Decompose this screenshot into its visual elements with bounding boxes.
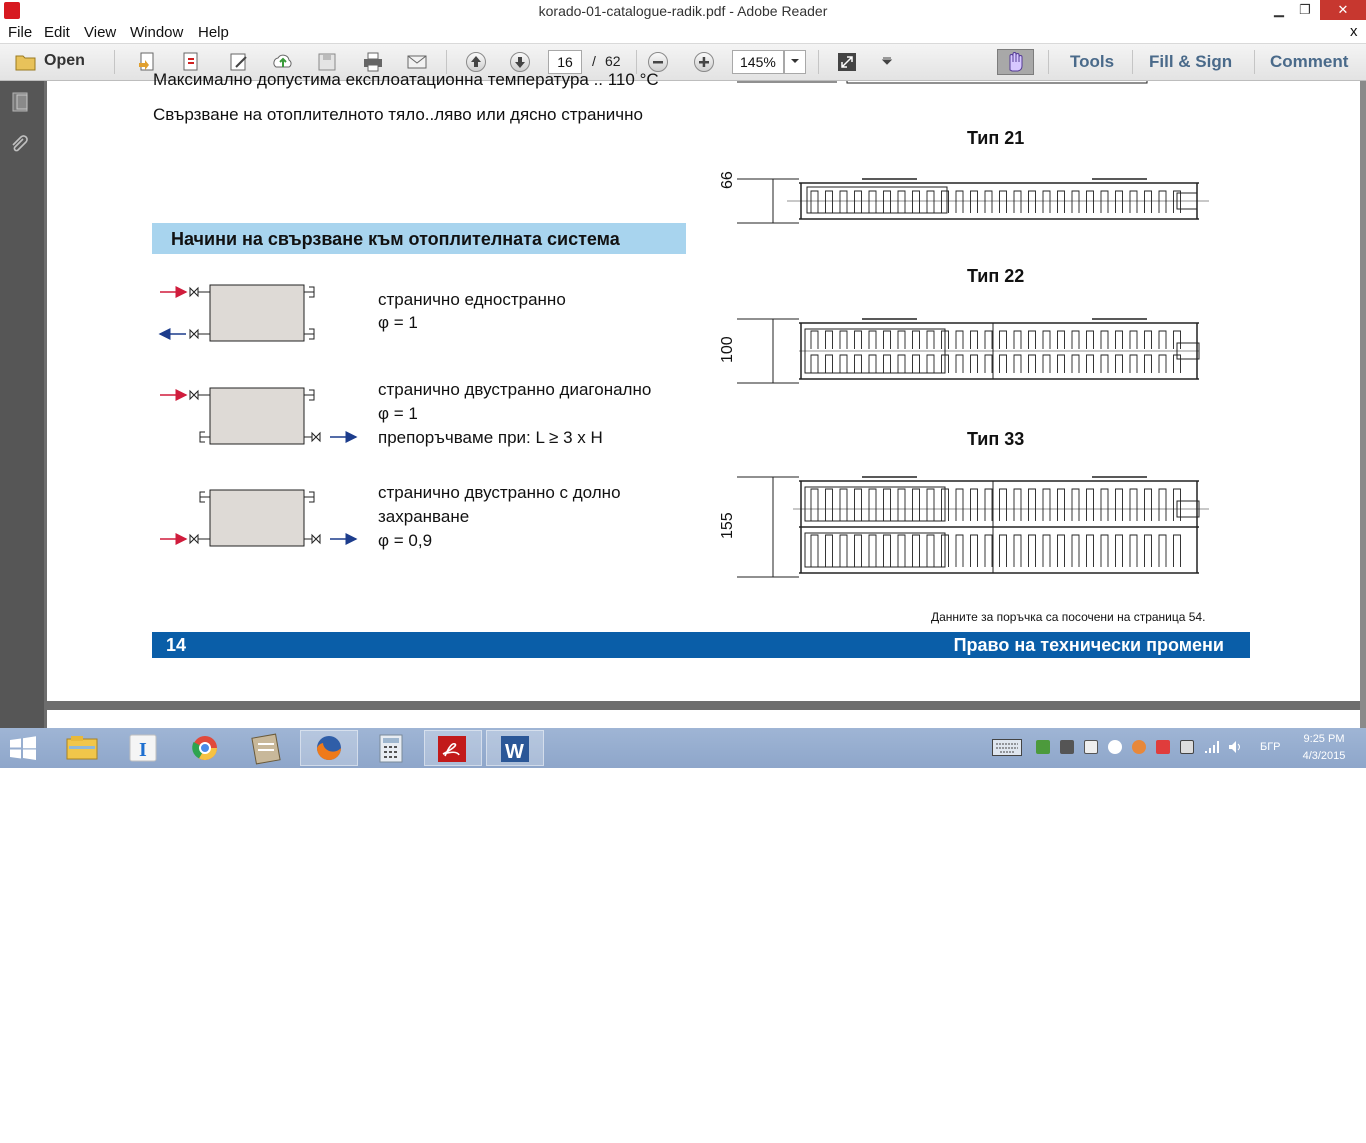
radiator-fin bbox=[1145, 355, 1152, 373]
vertical-scrollbar[interactable] bbox=[1360, 81, 1366, 728]
radiator-fin bbox=[840, 489, 847, 521]
radiator-fin bbox=[855, 331, 862, 349]
radiator-fin bbox=[1101, 489, 1108, 521]
radiator-fin bbox=[869, 355, 876, 373]
navigation-pane bbox=[0, 81, 44, 728]
radiator-fin bbox=[1058, 489, 1065, 521]
radiator-fin bbox=[1101, 355, 1108, 373]
taskbar-adobe-reader[interactable] bbox=[424, 730, 482, 766]
method-2-line2: φ = 1 bbox=[378, 404, 418, 423]
radiator-fin bbox=[1043, 535, 1050, 567]
type-21-depth: 66 bbox=[719, 171, 736, 189]
radiator-fin bbox=[855, 191, 862, 213]
previous-page-icon[interactable] bbox=[466, 52, 486, 72]
type-33-label: Тип 33 bbox=[967, 429, 1025, 449]
taskbar-file-explorer[interactable] bbox=[52, 730, 110, 766]
document-close-button[interactable]: x bbox=[1350, 23, 1358, 40]
order-note: Данните за поръчка са посочени на страница 54. bbox=[931, 610, 1206, 624]
radiator-fin bbox=[826, 191, 833, 213]
radiator-fin bbox=[869, 191, 876, 213]
restore-button[interactable]: ❐ bbox=[1299, 2, 1311, 17]
radiator-fin bbox=[1072, 489, 1079, 521]
tools-panel-button[interactable]: Tools bbox=[1070, 52, 1115, 71]
zoom-out-icon[interactable] bbox=[648, 52, 668, 72]
taskbar-calculator[interactable] bbox=[362, 730, 420, 766]
radiator-fin bbox=[956, 331, 963, 349]
radiator-fin bbox=[1058, 355, 1065, 373]
radiator-fin bbox=[1159, 535, 1166, 567]
radiator-fin bbox=[840, 535, 847, 567]
radiator-fin bbox=[1043, 191, 1050, 213]
radiator-fin bbox=[1159, 331, 1166, 349]
type-22-drawing bbox=[737, 311, 1217, 391]
radiator-fin bbox=[927, 191, 934, 213]
radiator-fin bbox=[985, 331, 992, 349]
hand-icon bbox=[998, 50, 1033, 74]
radiator-fin bbox=[840, 331, 847, 349]
menu-view[interactable]: View bbox=[84, 24, 117, 41]
volume-icon[interactable] bbox=[1228, 740, 1244, 754]
radiator-fin bbox=[985, 489, 992, 521]
svg-text:W: W bbox=[505, 741, 524, 763]
page-thumbnails-icon[interactable] bbox=[8, 91, 32, 115]
type-22-label: Тип 22 bbox=[967, 266, 1025, 286]
pdf-page bbox=[47, 70, 1360, 701]
radiator-fin bbox=[1014, 331, 1021, 349]
radiator-fin bbox=[1000, 489, 1007, 521]
radiator-fin bbox=[840, 355, 847, 373]
radiator-fin bbox=[811, 331, 818, 349]
radiator-fin bbox=[913, 489, 920, 521]
radiator-fin bbox=[971, 535, 978, 567]
section-title: Начини на свързване към отоплителната система bbox=[171, 229, 620, 249]
page-separator: / bbox=[592, 53, 596, 69]
comment-panel-button[interactable]: Comment bbox=[1270, 52, 1349, 71]
type-22-depth: 100 bbox=[719, 336, 736, 363]
radiator-fin bbox=[811, 191, 818, 213]
open-button[interactable] bbox=[8, 50, 100, 74]
radiator-fin bbox=[869, 535, 876, 567]
radiator-fin bbox=[898, 331, 905, 349]
radiator-fin bbox=[1000, 535, 1007, 567]
radiator-fin bbox=[855, 535, 862, 567]
radiator-fin bbox=[1014, 191, 1021, 213]
radiator-fin bbox=[1043, 331, 1050, 349]
radiator-fin bbox=[1174, 535, 1181, 567]
taskbar-ie-app[interactable] bbox=[114, 730, 172, 766]
start-button[interactable] bbox=[8, 736, 38, 760]
radiator-fin bbox=[956, 489, 963, 521]
radiator-fin bbox=[884, 331, 891, 349]
taskbar-archive-app[interactable] bbox=[238, 730, 296, 766]
radiator-fin bbox=[1072, 355, 1079, 373]
radiator-fin bbox=[1014, 489, 1021, 521]
radiator-fin bbox=[826, 535, 833, 567]
radiator-fin bbox=[855, 355, 862, 373]
radiator-fin bbox=[869, 489, 876, 521]
cloud-tray-icon[interactable] bbox=[1108, 740, 1122, 754]
radiator-fin bbox=[985, 191, 992, 213]
radiator-fin bbox=[956, 535, 963, 567]
radiator-fin bbox=[898, 489, 905, 521]
radiator-fin bbox=[869, 331, 876, 349]
radiator-fin bbox=[1101, 191, 1108, 213]
taskbar bbox=[0, 728, 1366, 768]
page-total: 62 bbox=[605, 53, 621, 69]
radiator-fin bbox=[1029, 355, 1036, 373]
radiator-fin bbox=[927, 331, 934, 349]
zoom-select[interactable]: 145% bbox=[732, 50, 784, 74]
radiator-fin bbox=[1101, 535, 1108, 567]
radiator-fin bbox=[1116, 355, 1123, 373]
radiator-fin bbox=[1029, 191, 1036, 213]
radiator-fin bbox=[1087, 489, 1094, 521]
clock-time[interactable]: 9:25 PM bbox=[1303, 733, 1345, 745]
radiator-fin bbox=[1072, 331, 1079, 349]
chevron-down-icon bbox=[786, 51, 804, 71]
hand-tool-button[interactable] bbox=[997, 49, 1034, 75]
radiator-fin bbox=[811, 535, 818, 567]
radiator-fin bbox=[1043, 355, 1050, 373]
type-21-label: Тип 21 bbox=[967, 128, 1025, 148]
radiator-fin bbox=[971, 191, 978, 213]
radiator-fin bbox=[1087, 191, 1094, 213]
radiator-fin bbox=[1000, 355, 1007, 373]
touch-keyboard-icon[interactable] bbox=[992, 739, 1022, 756]
page-number: 14 bbox=[166, 635, 187, 655]
method-1-line2: φ = 1 bbox=[378, 313, 418, 332]
taskbar-firefox[interactable] bbox=[300, 730, 358, 766]
radiator-fin bbox=[1014, 535, 1021, 567]
method-2-line3: препоръчваме при: L ≥ 3 x H bbox=[378, 428, 603, 447]
radiator-fin bbox=[811, 355, 818, 373]
radiator-fin bbox=[1116, 191, 1123, 213]
menu-file[interactable]: File bbox=[8, 24, 33, 41]
radiator-fin bbox=[913, 535, 920, 567]
method-3-line1: странично двустранно с долно bbox=[378, 483, 621, 502]
radiator-fin bbox=[840, 191, 847, 213]
type-33-drawing bbox=[737, 471, 1217, 581]
radiator-fin bbox=[1087, 331, 1094, 349]
radiator-fin bbox=[898, 355, 905, 373]
update-tray-icon[interactable] bbox=[1132, 740, 1146, 754]
method-3-line3: φ = 0,9 bbox=[378, 531, 433, 550]
method-2-line1: странично двустранно диагонално bbox=[378, 380, 652, 399]
radiator-fin bbox=[1101, 331, 1108, 349]
diagram-bottom-feed bbox=[160, 490, 356, 546]
zoom-in-icon[interactable] bbox=[694, 52, 714, 72]
radiator-fin bbox=[855, 489, 862, 521]
radiator-fin bbox=[1145, 331, 1152, 349]
security-tray-icon[interactable] bbox=[1036, 740, 1050, 754]
diagram-single-side bbox=[160, 285, 314, 341]
title-bar bbox=[0, 0, 1366, 22]
radiator-fin bbox=[927, 535, 934, 567]
network-signal-icon[interactable] bbox=[1204, 740, 1220, 754]
radiator-fin bbox=[1043, 489, 1050, 521]
radiator-fin bbox=[985, 355, 992, 373]
radiator-fin bbox=[898, 191, 905, 213]
radiator-fin bbox=[884, 489, 891, 521]
radiator-fin bbox=[1029, 331, 1036, 349]
footer-note: Право на технически промени bbox=[953, 635, 1224, 655]
minimize-button[interactable]: ▁ bbox=[1274, 2, 1284, 17]
fill-sign-panel-button[interactable]: Fill & Sign bbox=[1149, 52, 1233, 71]
radiator-fin bbox=[1072, 191, 1079, 213]
radiator-fin bbox=[913, 355, 920, 373]
cut-off-temperature-line: Максимално допустима експлоатационна температура .. 110 °С bbox=[153, 70, 659, 89]
windows-logo-icon bbox=[8, 736, 38, 760]
method-3-line2: захранване bbox=[378, 507, 470, 526]
input-language-indicator[interactable]: БГР bbox=[1260, 741, 1281, 753]
cut-off-radiator-drawing bbox=[737, 81, 1217, 87]
radiator-fin bbox=[1058, 331, 1065, 349]
diagram-diagonal bbox=[160, 388, 356, 444]
radiator-fin bbox=[971, 489, 978, 521]
radiator-fin bbox=[826, 489, 833, 521]
radiator-fin bbox=[884, 535, 891, 567]
radiator-fin bbox=[956, 355, 963, 373]
svg-text:I: I bbox=[139, 739, 147, 761]
radiator-fin bbox=[927, 355, 934, 373]
type-21-drawing bbox=[737, 173, 1217, 233]
radiator-fin bbox=[1145, 535, 1152, 567]
action-center-tray-icon[interactable] bbox=[1156, 740, 1170, 754]
radiator-fin bbox=[1145, 191, 1152, 213]
radiator-fin bbox=[1029, 489, 1036, 521]
type-33-depth: 155 bbox=[719, 512, 736, 539]
radiator-fin bbox=[1159, 191, 1166, 213]
radiator-fin bbox=[1014, 355, 1021, 373]
radiator-fin bbox=[913, 191, 920, 213]
radiator-fin bbox=[1159, 489, 1166, 521]
radiator-fin bbox=[1130, 489, 1137, 521]
taskbar-chrome[interactable] bbox=[176, 730, 234, 766]
radiator-fin bbox=[811, 489, 818, 521]
menu-help[interactable]: Help bbox=[198, 24, 229, 41]
drive-tray-icon[interactable] bbox=[1060, 740, 1074, 754]
radiator-fin bbox=[1130, 331, 1137, 349]
radiator-fin bbox=[884, 191, 891, 213]
radiator-fin bbox=[1116, 535, 1123, 567]
usb-tray-icon[interactable] bbox=[1084, 740, 1098, 754]
window-title: korado-01-catalogue-radik.pdf - Adobe Reader bbox=[538, 3, 828, 19]
radiator-fin bbox=[1072, 535, 1079, 567]
radiator-fin bbox=[1029, 535, 1036, 567]
radiator-fin bbox=[1130, 191, 1137, 213]
radiator-fin bbox=[1145, 489, 1152, 521]
radiator-fin bbox=[1130, 355, 1137, 373]
menu-bar bbox=[0, 22, 1366, 44]
radiator-fin bbox=[898, 535, 905, 567]
radiator-fin bbox=[971, 355, 978, 373]
next-page-icon[interactable] bbox=[510, 52, 530, 72]
radiator-fin bbox=[826, 331, 833, 349]
radiator-fin bbox=[913, 331, 920, 349]
radiator-fin bbox=[1159, 355, 1166, 373]
open-label: Open bbox=[44, 52, 85, 69]
radiator-fin bbox=[971, 331, 978, 349]
folder-icon bbox=[14, 52, 38, 72]
radiator-fin bbox=[1058, 535, 1065, 567]
close-button[interactable]: ✕ bbox=[1320, 0, 1366, 20]
taskbar-word[interactable] bbox=[486, 730, 544, 766]
radiator-fin bbox=[1058, 191, 1065, 213]
method-1-line1: странично едностранно bbox=[378, 290, 566, 309]
radiator-fin bbox=[1116, 489, 1123, 521]
next-pdf-page bbox=[47, 710, 1360, 728]
radiator-fin bbox=[1116, 331, 1123, 349]
menu-window[interactable]: Window bbox=[130, 24, 184, 41]
clock-date[interactable]: 4/3/2015 bbox=[1302, 750, 1346, 762]
radiator-fin bbox=[927, 489, 934, 521]
radiator-fin bbox=[1087, 535, 1094, 567]
page-number-input[interactable]: 16 bbox=[548, 50, 582, 74]
radiator-fin bbox=[985, 535, 992, 567]
zoom-dropdown-button[interactable] bbox=[784, 50, 806, 74]
radiator-fin bbox=[1000, 191, 1007, 213]
radiator-fin bbox=[1087, 355, 1094, 373]
radiator-fin bbox=[956, 191, 963, 213]
connection-side-line: Свързване на отоплителното тяло..ляво или дясно странично bbox=[153, 105, 644, 124]
radiator-fin bbox=[884, 355, 891, 373]
radiator-fin bbox=[1000, 331, 1007, 349]
fit-page-icon[interactable] bbox=[836, 51, 858, 73]
menu-edit[interactable]: Edit bbox=[44, 24, 70, 41]
section-title-bar bbox=[152, 223, 686, 254]
radiator-fin bbox=[1130, 535, 1137, 567]
page-footer-bar bbox=[152, 632, 1250, 658]
attachments-icon[interactable] bbox=[8, 133, 32, 157]
battery-tray-icon[interactable] bbox=[1180, 740, 1194, 754]
radiator-fin bbox=[826, 355, 833, 373]
more-tools-chevron-icon[interactable] bbox=[876, 51, 898, 73]
